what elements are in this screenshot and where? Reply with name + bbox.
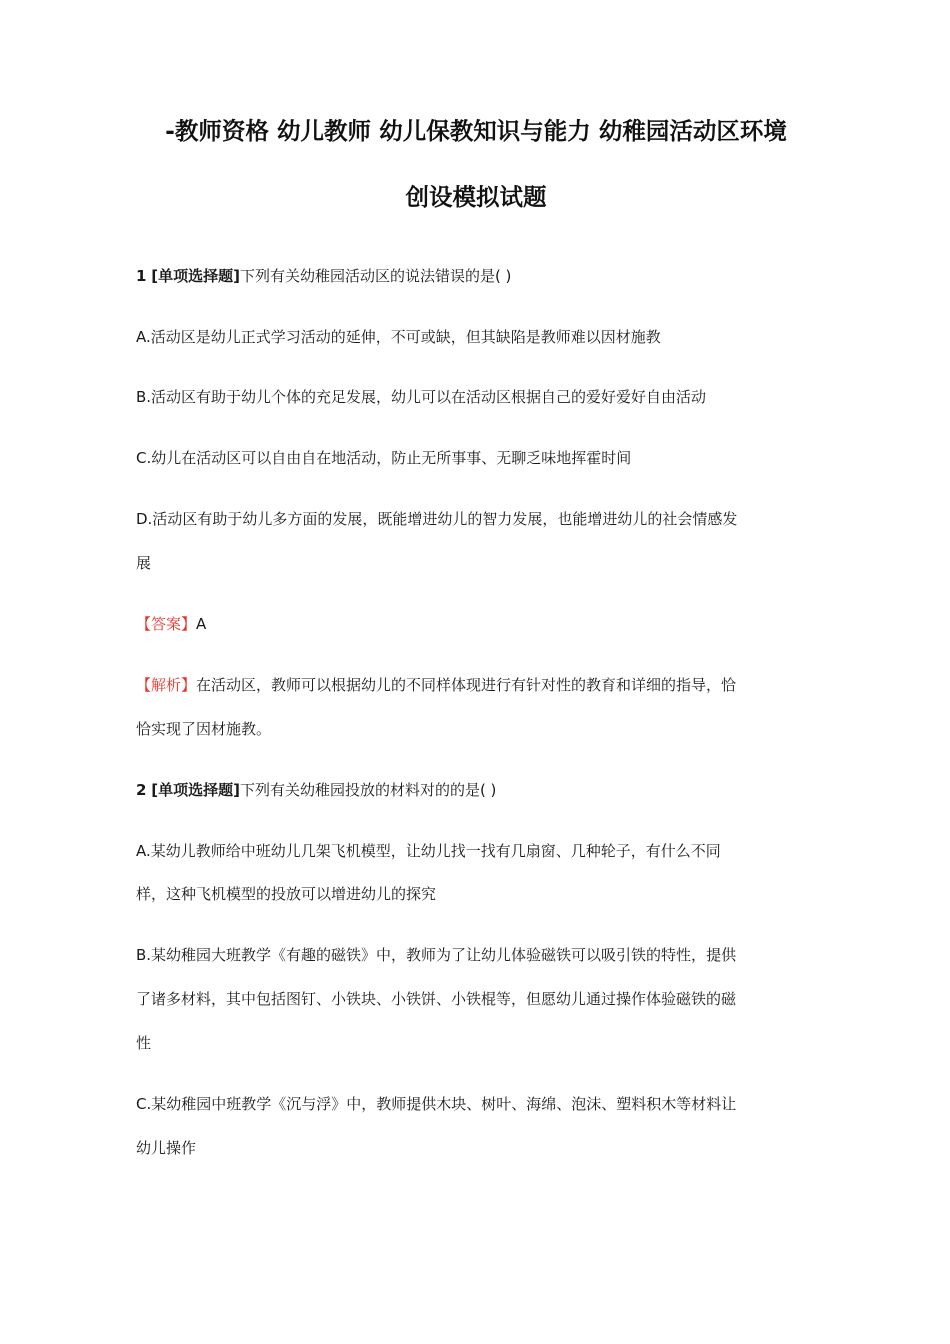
question-type: [单项选择题] xyxy=(151,267,240,285)
question-2-option-b-line-3: 性 xyxy=(136,1034,152,1052)
question-2-option-b-line-2: 了诸多材料，其中包括图钉、小铁块、小铁饼、小铁棍等，但愿幼儿通过操作体验磁铁的磁 xyxy=(136,990,737,1008)
question-number: 2 xyxy=(136,781,147,799)
question-2-option-b-line-1: B.某幼稚园大班教学《有趣的磁铁》中，教师为了让幼儿体验磁铁可以吸引铁的特性，提供 xyxy=(136,946,737,964)
question-1-analysis-line-1 xyxy=(136,674,826,696)
question-1-answer xyxy=(136,613,826,635)
question-type: [单项选择题] xyxy=(151,781,240,799)
question-1-option-a: A.活动区是幼儿正式学习活动的延伸，不可或缺，但其缺陷是教师难以因材施教 xyxy=(136,328,661,346)
question-1-analysis-line-2: 恰实现了因材施教。 xyxy=(136,720,272,738)
answer-label: 【答案】 xyxy=(136,615,197,633)
document-title-line-1: -教师资格 幼儿教师 幼儿保教知识与能力 幼稚园活动区环境 xyxy=(165,117,787,145)
question-1-stem-line xyxy=(136,265,826,287)
question-number: 1 xyxy=(136,267,147,285)
question-1-option-b: B.活动区有助于幼儿个体的充足发展，幼儿可以在活动区根据自己的爱好爱好自由活动 xyxy=(136,388,707,406)
question-stem: 下列有关幼稚园活动区的说法错误的是( ) xyxy=(239,267,512,285)
analysis-label: 【解析】 xyxy=(136,676,197,694)
question-1-option-c: C.幼儿在活动区可以自由自在地活动，防止无所事事、无聊乏味地挥霍时间 xyxy=(136,449,632,467)
document-title-line-2: 创设模拟试题 xyxy=(405,183,547,211)
question-1-option-d-line-2: 展 xyxy=(136,554,152,572)
question-2-option-a-line-2: 样，这种飞机模型的投放可以增进幼儿的探究 xyxy=(136,885,437,903)
question-2-option-c-line-1: C.某幼稚园中班教学《沉与浮》中，教师提供木块、树叶、海绵、泡沫、塑料积木等材料让 xyxy=(136,1095,737,1113)
analysis-text: 在活动区，教师可以根据幼儿的不同样体现进行有针对性的教育和详细的指导，恰 xyxy=(196,676,737,694)
question-2-option-c-line-2: 幼儿操作 xyxy=(136,1139,197,1157)
answer-value: A xyxy=(196,615,207,633)
question-1-option-d-line-1: D.活动区有助于幼儿多方面的发展，既能增进幼儿的智力发展，也能增进幼儿的社会情感发 xyxy=(136,510,738,528)
question-2-option-a-line-1: A.某幼儿教师给中班幼儿几架飞机模型，让幼儿找一找有几扇窗、几种轮子，有什么不同 xyxy=(136,842,721,860)
question-2-stem-line xyxy=(136,779,826,801)
question-stem: 下列有关幼稚园投放的材料对的的是( ) xyxy=(239,781,497,799)
